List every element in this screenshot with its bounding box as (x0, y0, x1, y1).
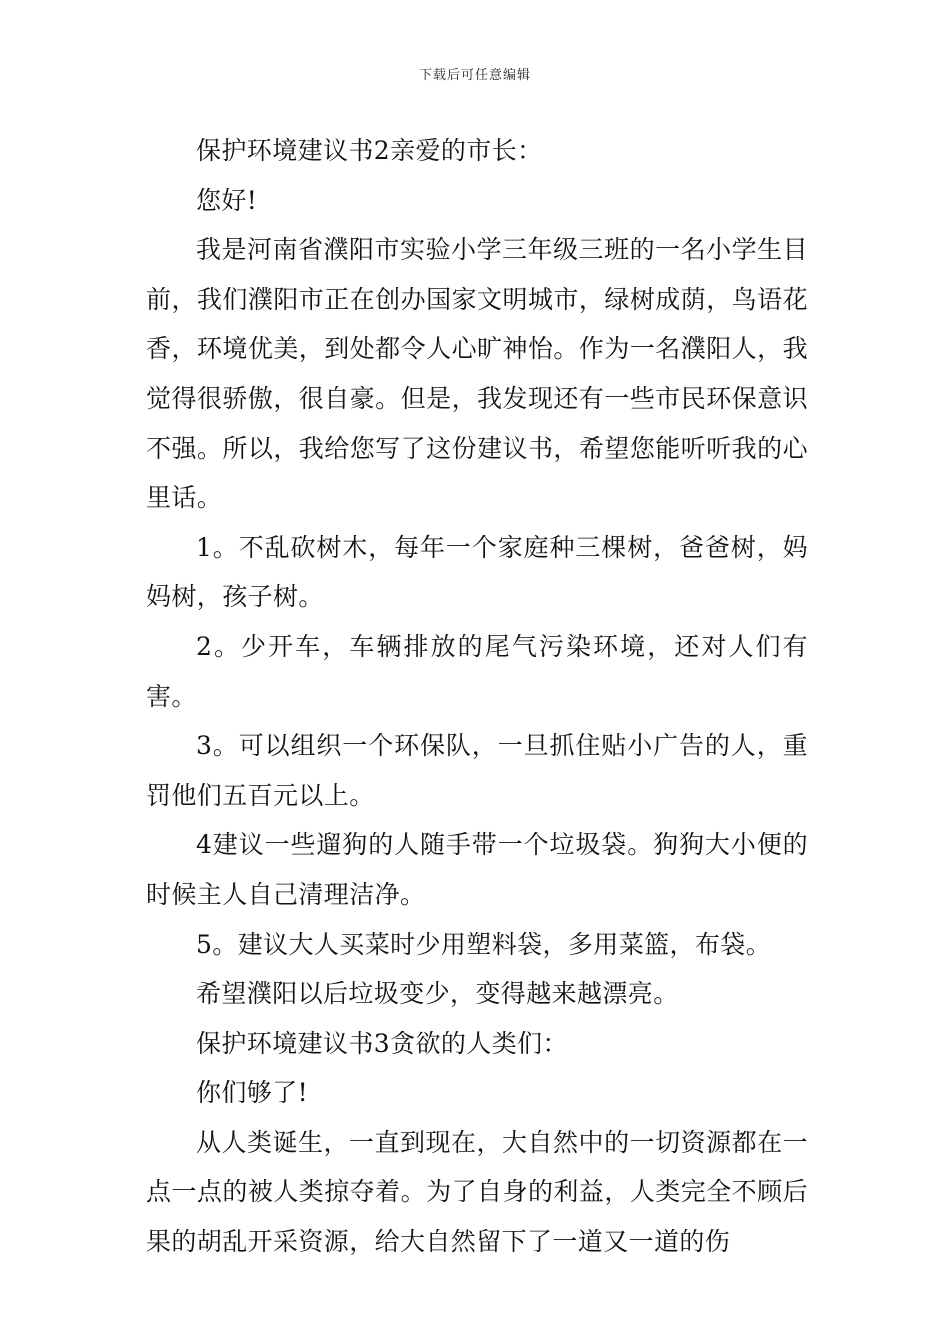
paragraph-intro: 我是河南省濮阳市实验小学三年级三班的一名小学生目前，我们濮阳市正在创办国家文明城市，绿树成荫，鸟语花香，环境优美，到处都令人心旷神怡。作为一名濮阳人，我觉得很骄傲，很自豪。但是，我发现还有一些市民环保意识不强。所以，我给您写了这份建议书，希望您能听听我的心里话。 (146, 235, 808, 513)
page-header: 下载后可任意编辑 (418, 68, 531, 83)
paragraph-suggestion-1: 1。不乱砍树木，每年一个家庭种三棵树，爸爸树，妈妈树，孩子树。 (146, 532, 808, 612)
paragraph-suggestion-5: 5。建议大人买菜时少用塑料袋，多用菜篮，布袋。 (196, 929, 772, 959)
paragraph-suggestion-4: 4建议一些遛狗的人随手带一个垃圾袋。狗狗大小便的时候主人自己清理洁净。 (146, 830, 808, 909)
paragraph-exclamation: 你们够了! (196, 1078, 309, 1108)
paragraph-greeting: 您好! (196, 185, 258, 215)
paragraph-suggestion-3: 3。可以组织一个环保队，一旦抓住贴小广告的人，重罚他们五百元以上。 (146, 731, 808, 810)
document-body (146, 126, 808, 1267)
paragraph-body: 从人类诞生，一直到现在，大自然中的一切资源都在一点一点的被人类掠夺着。为了自身的利益，人类完全不顾后果的胡乱开采资源，给大自然留下了一道又一道的伤 (146, 1127, 808, 1257)
paragraph-letter3-title: 保护环境建议书3贪欲的人类们： (196, 1028, 568, 1058)
paragraph-letter2-title: 保护环境建议书2亲爱的市长： (196, 136, 543, 165)
paragraph-suggestion-2: 2。少开车，车辆排放的尾气污染环境，还对人们有害。 (146, 631, 808, 711)
paragraph-hope: 希望濮阳以后垃圾变少，变得越来越漂亮。 (196, 979, 679, 1009)
